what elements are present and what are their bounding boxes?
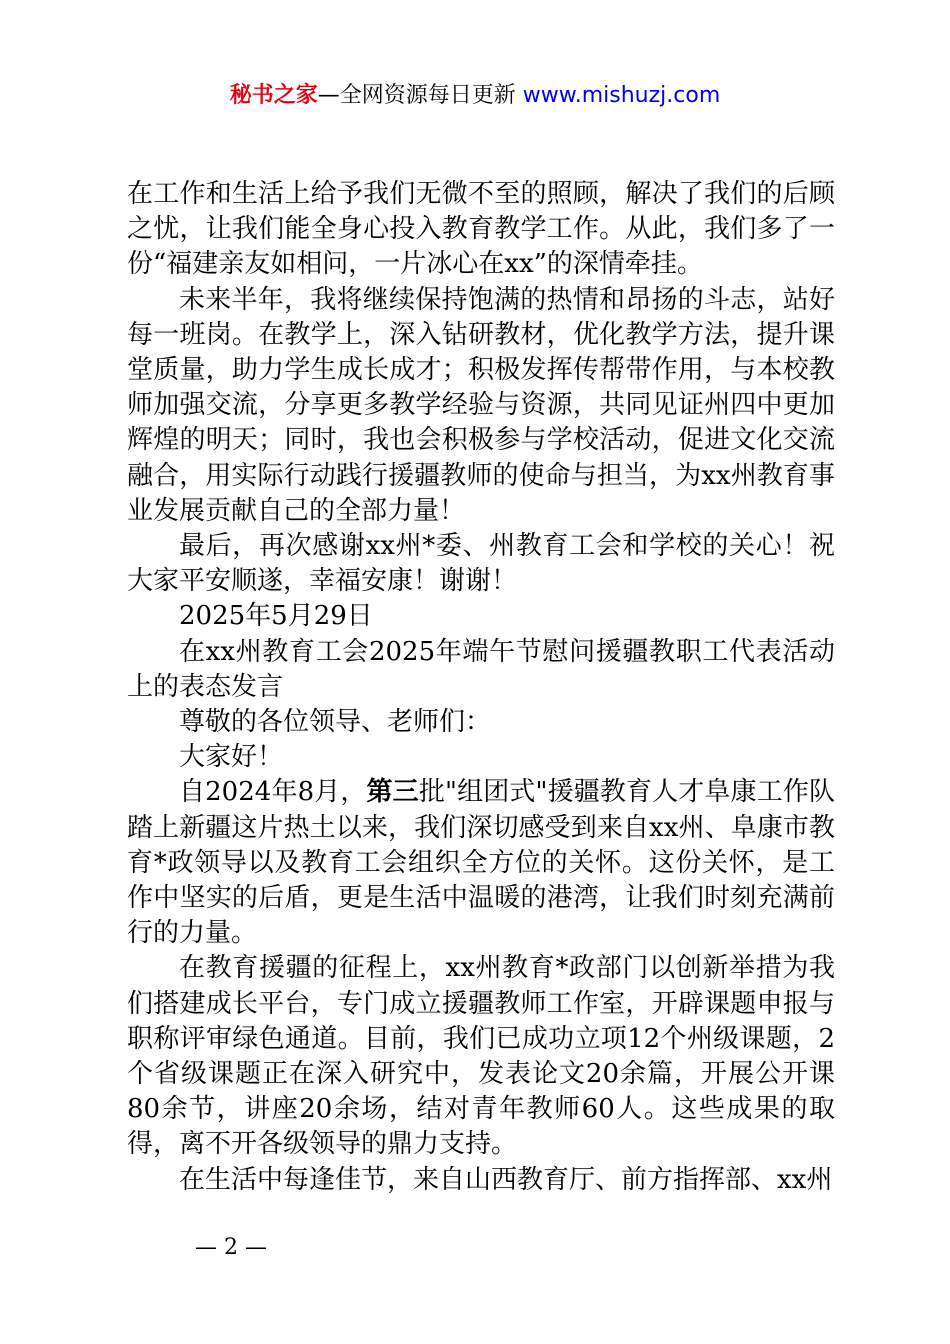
paragraph-future-plans: 未来半年，我将继续保持饱满的热情和昂扬的斗志，站好每一班岗。在教学上，深入钻研教材，优化教学方法，提升课堂质量，助力学生成长成才；积极发挥传帮带作用，与本校教师加强交流，分享更多教学经验与资源，共同见证州四中更加辉煌的明天；同时，我也会积极参与学校活动，促进文化交流融合，用实际行动践行援疆教师的使命与担当，为xx州教育事业发展贡献自己的全部力量！: [127, 284, 835, 526]
paragraph-thanks: 最后，再次感谢xx州*委、州教育工会和学校的关心！祝大家平安顺遂，幸福安康！谢谢！: [127, 531, 835, 597]
paragraph-team-intro-rest: 批"组团式"援疆教育人才阜康工作队踏上新疆这片热土以来，我们深切感受到来自xx州、阜康市教育*政领导以及教育工会组织全方位的关怀。这份关怀，是工作中坚实的后盾，更是生活中温暖的港湾，让我们时刻充满前行的力量。: [127, 777, 835, 949]
paragraph-team-intro-start: 自2024年8月，: [179, 777, 367, 808]
header-tagline: —全网资源每日更新: [317, 83, 523, 108]
paragraph-continuation: 在工作和生活上给予我们无微不至的照顾，解决了我们的后顾之忧，让我们能全身心投入教育教学工作。从此，我们多了一份“福建亲友如相问，一片冰心在xx”的深情牵挂。: [127, 179, 835, 280]
speech-title: 在xx州教育工会2025年端午节慰问援疆教职工代表活动上的表态发言: [127, 636, 835, 702]
paragraph-festival: 在生活中每逢佳节，来自山西教育厅、前方指挥部、xx州: [179, 1164, 833, 1195]
site-url-link[interactable]: www.mishuzj.com: [522, 83, 721, 108]
paragraph-team-intro: [127, 775, 835, 951]
site-header: [0, 80, 950, 112]
page-number: — 2 —: [195, 1235, 267, 1260]
paragraph-team-intro-bold: 第三: [366, 777, 419, 808]
greeting: 大家好！: [179, 742, 284, 773]
paragraph-achievements: 在教育援疆的征程上，xx州教育*政部门以创新举措为我们搭建成长平台，专门成立援疆教师工作室，开辟课题申报与职称评审绿色通道。目前，我们已成功立项12个州级课题，2个省级课题正在深入研究中，发表论文20余篇，开展公开课80余节，讲座20余场，结对青年教师60人。这些成果的取得，离不开各级领导的鼎力支持。: [127, 953, 835, 1160]
brand-name: 秘书之家: [229, 83, 318, 108]
document-body: [127, 177, 835, 1198]
date-line: 2025年5月29日: [179, 601, 373, 632]
salutation: 尊敬的各位领导、老师们：: [179, 707, 492, 738]
